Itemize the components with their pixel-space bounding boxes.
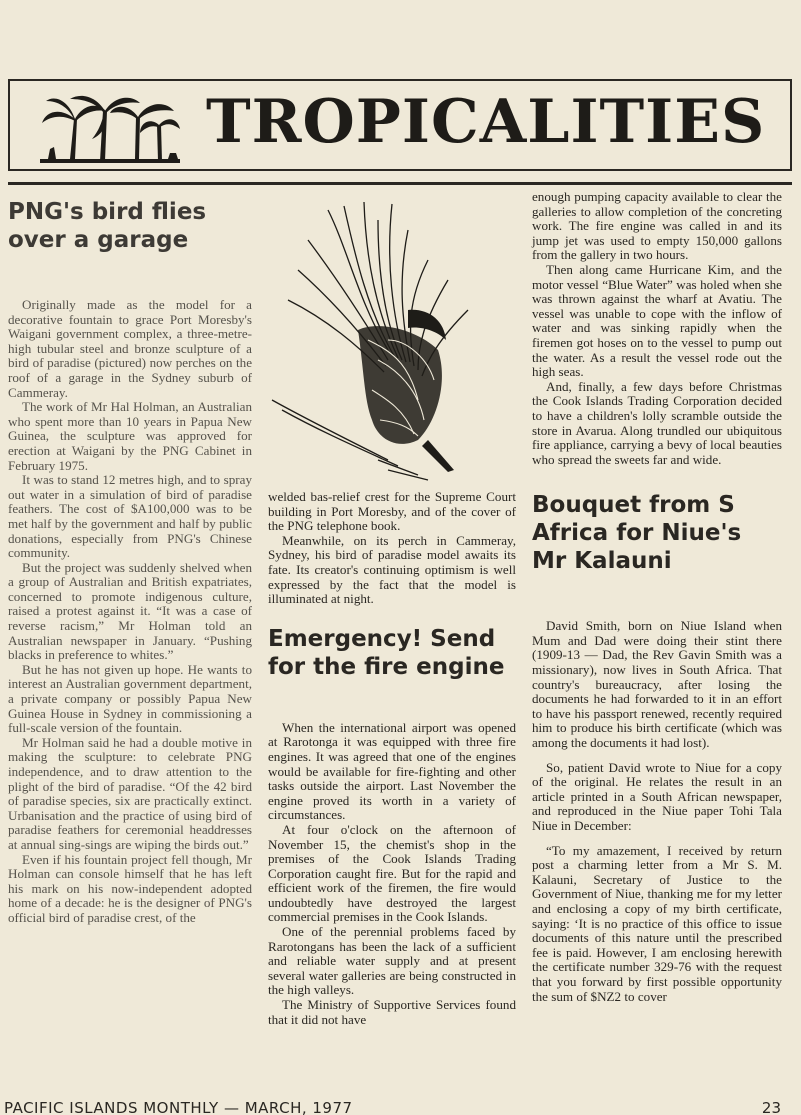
article-paragraph: It was to stand 12 metres high, and to spray out water in a simulation of bird of paradise feathers. The cost of $A100,000 was to be met half by the government and half by public donations, especially from PNG's Chinese community. — [8, 472, 252, 561]
article-headline-bird: PNG's bird flies over a garage — [8, 199, 207, 253]
bird-of-paradise-sculpture-illustration — [268, 190, 516, 490]
page-footer — [0, 1099, 801, 1115]
article-paragraph: Originally made as the model for a decorative fountain to grace Port Moresby's Waigani government complex, a three-metre-high tubular steel and bronze sculpture of a bird of paradise (pictured) now perches on the roof of a garage in the Sydney suburb of Cammeray. — [8, 297, 252, 400]
article-paragraph: But the project was suddenly shelved when a group of Australian and British expatriates, concerned to promote indigenous culture, raised a protest against it. “It was a case of reverse racism,” Mr Holman told an Australian newspaper in January. “Pushing blacks in preference to whites.” — [8, 559, 252, 663]
article-paragraph: One of the perennial problems faced by Rarotongans has been the lack of a sufficient and reliable water supply and at present several water galleries are being constructed in the high valleys. — [268, 924, 516, 998]
article-paragraph: The work of Mr Hal Holman, an Australian who spent more than 10 years in Papua New Guinea, the sculpture was approved for erection at Waigani by the PNG Cabinet in February 1975. — [8, 399, 252, 473]
article-paragraph-continued: Then along came Hurricane Kim, and the motor vessel “Blue Water” was holed when she was thrown against the wharf at Avatiu. The vessel was unable to cope with the inflow of water and was sinking rapidly when the firemen got hoses on to the vessel to pump out the water. As a result the vessel rode out the high seas. — [532, 261, 782, 380]
article-paragraph: When the international airport was opened at Rarotonga it was equipped with three fire engines. It was agreed that one of the engines would be available for fire-fighting and other tasks outside the airport. Last November the engine proved its worth in a variety of circumstances. — [268, 719, 516, 823]
section-title: TROPICALITIES — [206, 87, 766, 157]
column-3 — [532, 190, 782, 1004]
article-paragraph-continued: Meanwhile, on its perch in Cammeray, Sydney, his bird of paradise model awaits its fate. Its creator's continuing optimism is well expressed by the fact that the model is illuminated at night. — [268, 532, 516, 607]
article-paragraph: So, patient David wrote to Niue for a copy of the original. He relates the result in an article printed in a South African newspaper, and reproduced in the Niue paper Tohi Tala Niue in December: — [532, 759, 782, 833]
column-1 — [8, 190, 252, 926]
section-banner — [8, 79, 792, 171]
article-paragraph: David Smith, born on Niue Island when Mum and Dad were doing their stint there (1909-13 — Dad, the Rev Gavin Smith was a missionary), now lives in South Africa. That country's bureaucracy, after losing the documents he had forwarded to it in an effort to have his passport renewed, recently required him to produce his birth certificate (which was among the documents it had lost). — [532, 618, 782, 751]
article-emergency — [268, 625, 516, 1027]
article-paragraph-continued: And, finally, a few days before Christmas the Cook Islands Trading Corporation decided to have a children's lolly scramble outside the store in Avarua. Along trundled our ubiquitous fire appliance, carrying a bevy of local beauties who spread the sweets far and wide. — [532, 378, 782, 467]
article-paragraph-continued: enough pumping capacity available to clear the galleries to allow completion of the concreting work. The fire engine was called in and its jump jet was used to empty 150,000 gallons from the gallery in two hours. — [532, 189, 782, 263]
article-paragraph: “To my amazement, I received by return post a charming letter from a Mr S. M. Kalauni, Secretary of Justice to the Government of Niue, thanking me for my letter and enclosing a copy of my birth certificate, saying: ‘It is no practice of this office to issue documents of this nature until the prescribed fee is paid. However, I am enclosing herewith the certificate number 329-76 with the request that you forward by first possible opportunity the sum of $NZ2 to cover — [532, 842, 782, 1004]
article-paragraph: At four o'clock on the afternoon of November 15, the chemist's shop in the premises of the Cook Islands Trading Corporation caught fire. But for the rapid and efficient work of the firemen, the fire would undoubtedly have destroyed the largest commercial premises in the Cook Islands. — [268, 821, 516, 925]
article-paragraph: Even if his fountain project fell though, Mr Holman can console himself that he has left his mark on his now-independent adopted home of a decade: he is the designer of PNG's official bird of paradise crest, of the — [8, 851, 252, 925]
article-headline-niue: Bouquet from S Africa for Niue's Mr Kalauni — [532, 492, 742, 575]
article-headline-fire-engine: Emergency! Send for the fire engine — [268, 625, 505, 680]
article-paragraph: But he has not given up hope. He wants to interest an Australian government department, a private company or possibly Papua New Guinea House in Sydney in commissioning a full-scale version of the fountain. — [8, 661, 252, 736]
palm-trees-icon — [40, 89, 180, 167]
article-paragraph-continued: welded bas-relief crest for the Supreme Court building in Port Moresby, and of the cover of the PNG telephone book. — [268, 489, 516, 534]
article-paragraph: Mr Holman said he had a double motive in making the sculpture: to celebrate PNG independence, and to draw attention to the plight of the bird of paradise. “Of the 42 bird of paradise species, six are practically extinct. Urbanisation and the practice of using bird of paradise feathers for ceremonial headdresses at annual sing-sings are wiping the birds out.” — [8, 734, 252, 852]
banner-divider — [8, 182, 792, 185]
publication-footer: PACIFIC ISLANDS MONTHLY — MARCH, 1977 — [4, 1099, 353, 1115]
article-paragraph: The Ministry of Supportive Services found that it did not have — [268, 997, 516, 1027]
column-2 — [268, 190, 516, 1027]
page-number: 23 — [761, 1099, 781, 1115]
